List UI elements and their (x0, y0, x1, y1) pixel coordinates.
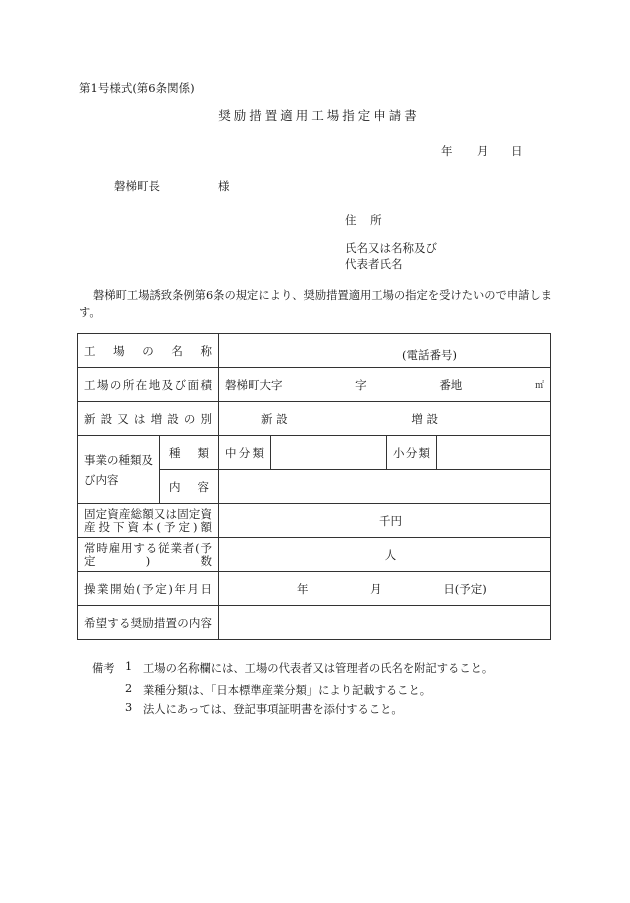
capital-unit: 千円 (379, 513, 402, 528)
location-aza: 字 (355, 377, 367, 392)
row-capital (78, 504, 551, 538)
new-or-expansion-field[interactable] (219, 402, 551, 436)
row-start-date (78, 572, 551, 606)
addressee-honorific: 様 (218, 179, 230, 193)
location-area-unit: ㎡ (534, 381, 544, 391)
capital-label: 固定資産総額又は固定資産投下資本(予定)額 (78, 504, 219, 538)
small-class-label: 小分類 (387, 436, 437, 470)
row-factory-name (78, 334, 551, 368)
date-year: 年 (441, 144, 453, 158)
employees-field[interactable] (219, 538, 551, 572)
location-field[interactable] (219, 368, 551, 402)
incentive-field[interactable] (219, 606, 551, 640)
start-year: 年 (297, 581, 309, 596)
note-number: 3 (125, 701, 133, 714)
date-day: 日 (511, 144, 523, 158)
notes-heading: 備考 (92, 662, 115, 675)
row-business-kind (78, 436, 551, 470)
location-banchi: 番地 (439, 377, 463, 392)
option-expansion: 増 設 (411, 411, 438, 426)
employees-label: 常時雇用する従業者(予定)数 (78, 538, 219, 572)
content-field[interactable] (219, 470, 551, 504)
applicant-name-label: 氏名又は名称及び (345, 241, 437, 255)
start-month: 月 (370, 581, 382, 596)
row-new-or-expansion (78, 402, 551, 436)
note-number: 1 (125, 660, 133, 673)
factory-name-field[interactable] (219, 334, 551, 368)
date-month: 月 (477, 144, 489, 158)
application-body-text: 磐梯町工場誘致条例第6条の規定により、奨励措置適用工場の指定を受けたいので申請します。 (79, 289, 553, 319)
phone-note: (電話番号) (402, 347, 457, 362)
start-date-field[interactable] (219, 572, 551, 606)
business-kind-label: 事業の種類及び内容 (78, 436, 160, 504)
form-number: 第1号様式(第6条関係) (79, 81, 195, 95)
document-title: 奨励措置適用工場指定申請書 (218, 108, 420, 123)
middle-class-field[interactable] (271, 436, 387, 470)
option-new: 新 設 (261, 411, 288, 426)
row-incentive (78, 606, 551, 640)
addressee-name: 磐梯町長 (114, 179, 160, 193)
content-label: 内 容 (160, 470, 219, 504)
note-item: 工場の名称欄には、工場の代表者又は管理者の氏名を附記すること。 (143, 662, 494, 675)
factory-name-label: 工 場 の 名 称 (78, 334, 219, 368)
start-day: 日(予定) (443, 581, 487, 596)
employees-unit: 人 (384, 547, 397, 562)
note-number: 2 (125, 682, 133, 695)
capital-field[interactable] (219, 504, 551, 538)
note-item: 業種分類は、「日本標準産業分類」により記載すること。 (143, 684, 432, 697)
incentive-label: 希望する奨励措置の内容 (78, 606, 219, 640)
start-date-label: 操業開始(予定)年月日 (78, 572, 219, 606)
application-form-table (77, 333, 551, 640)
note-item: 法人にあっては、登記事項証明書を添付すること。 (143, 703, 403, 716)
middle-class-label: 中分類 (219, 436, 271, 470)
new-or-expansion-label: 新設又は増設の別 (78, 402, 219, 436)
location-town: 磐梯町大字 (225, 377, 283, 392)
applicant-address-label: 住 所 (345, 213, 387, 227)
small-class-field[interactable] (437, 436, 551, 470)
row-employees (78, 538, 551, 572)
location-label: 工場の所在地及び面積 (78, 368, 219, 402)
row-location (78, 368, 551, 402)
kind-label: 種 類 (160, 436, 219, 470)
applicant-representative-label: 代表者氏名 (345, 257, 403, 271)
